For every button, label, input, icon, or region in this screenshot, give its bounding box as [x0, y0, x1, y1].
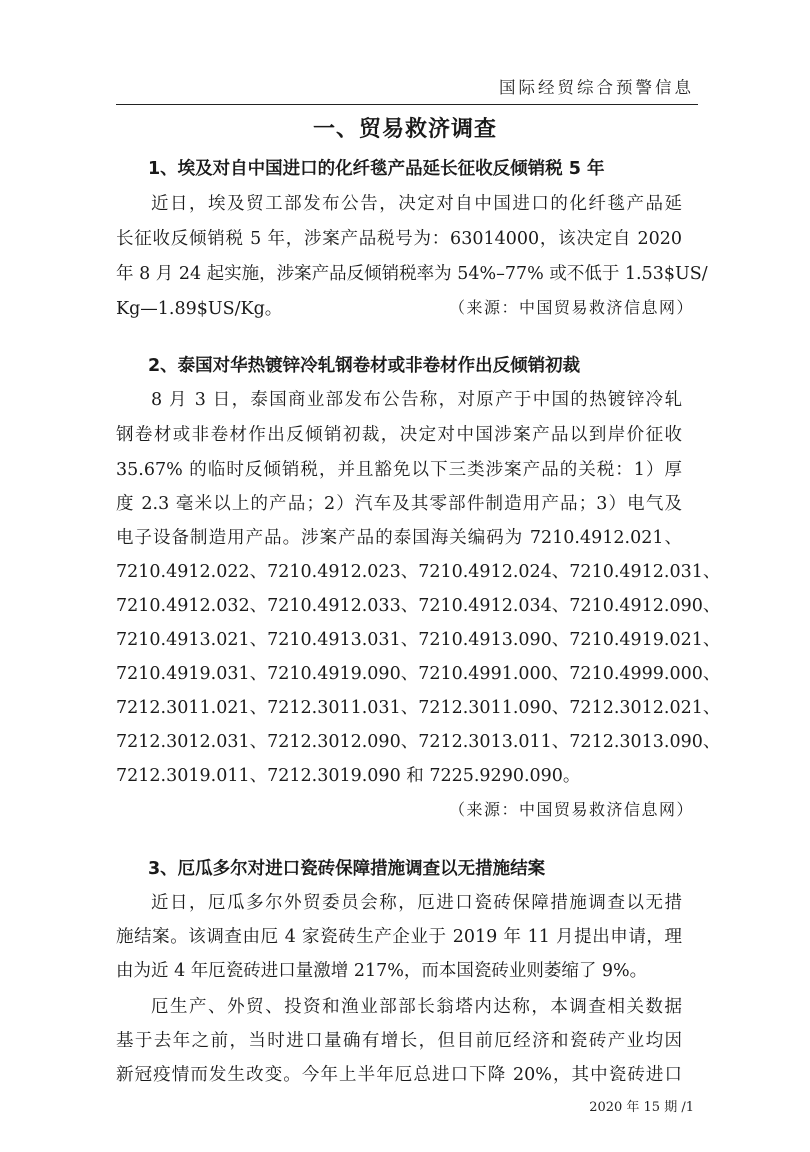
paragraph-line: 7212.3011.021、7212.3011.031、7212.3011.090、7212.3012.021、: [116, 698, 721, 718]
paragraph-line: 7210.4919.031、7210.4919.090、7210.4991.000、7210.4999.000、: [116, 664, 721, 684]
paragraph-line: 长征收反倾销税 5 年，涉案产品税号为：63014000，该决定自 2020: [116, 229, 682, 249]
paragraph-line: 8 月 3 日，泰国商业部发布公告称，对原产于中国的热镀锌冷轧: [151, 390, 682, 410]
header-title: 国际经贸综合预警信息: [499, 78, 694, 97]
paragraph-line: 施结案。该调查由厄 4 家瓷砖生产企业于 2019 年 11 月提出申请，理: [116, 927, 682, 947]
paragraph-line: 钢卷材或非卷材作出反倾销初裁，决定对中国涉案产品以到岸价征收: [116, 425, 682, 445]
paragraph-line: 7212.3019.011、7212.3019.090 和 7225.9290.090。: [116, 766, 581, 786]
article-title: 3、厄瓜多尔对进口瓷砖保障措施调查以无措施结案: [148, 859, 546, 879]
paragraph-line: 7210.4912.032、7210.4912.033、7210.4912.034、7210.4912.090、: [116, 596, 721, 616]
page-number: 2020 年 15 期 /1: [589, 1100, 694, 1115]
paragraph-line: 7210.4913.021、7210.4913.031、7210.4913.090、7210.4919.021、: [116, 630, 721, 650]
paragraph-line: 度 2.3 毫米以上的产品；2）汽车及其零部件制造用产品；3）电气及: [116, 494, 682, 514]
paragraph-line: 年 8 月 24 起实施，涉案产品反倾销税率为 54%–77% 或不低于 1.53$US/: [116, 264, 708, 284]
article-title: 1、埃及对自中国进口的化纤毯产品延长征收反倾销税 5 年: [148, 159, 605, 179]
header-rule: [116, 104, 698, 105]
article-title: 2、泰国对华热镀锌冷轧钢卷材或非卷材作出反倾销初裁: [148, 356, 581, 376]
paragraph-line: 7212.3012.031、7212.3012.090、7212.3013.011、7212.3013.090、: [116, 732, 721, 752]
paragraph-line: 近日，埃及贸工部发布公告，决定对自中国进口的化纤毯产品延: [151, 194, 682, 214]
paragraph-line: 基于去年之前，当时进口量确有增长，但目前厄经济和瓷砖产业均因: [116, 1031, 682, 1051]
paragraph-line: 近日，厄瓜多尔外贸委员会称，厄进口瓷砖保障措施调查以无措: [151, 893, 682, 913]
source-note: （来源：中国贸易救济信息网）: [448, 800, 694, 819]
paragraph-line: 由为近 4 年厄瓷砖进口量激增 217%，而本国瓷砖业则萎缩了 9%。: [116, 961, 648, 981]
paragraph-line: 新冠疫情而发生改变。今年上半年厄总进口下降 20%，其中瓷砖进口: [116, 1065, 682, 1085]
source-note: （来源：中国贸易救济信息网）: [448, 298, 694, 317]
section-title: 一、贸易救济调查: [312, 117, 497, 142]
paragraph-line: 35.67% 的临时反倾销税，并且豁免以下三类涉案产品的关税：1）厚: [116, 460, 682, 480]
paragraph-line: Kg—1.89$US/Kg。: [116, 299, 283, 319]
paragraph-line: 厄生产、外贸、投资和渔业部部长翁塔内达称，本调查相关数据: [151, 997, 682, 1017]
paragraph-line: 电子设备制造用产品。涉案产品的泰国海关编码为 7210.4912.021、: [116, 528, 682, 548]
paragraph-line: 7210.4912.022、7210.4912.023、7210.4912.024、7210.4912.031、: [116, 562, 721, 582]
